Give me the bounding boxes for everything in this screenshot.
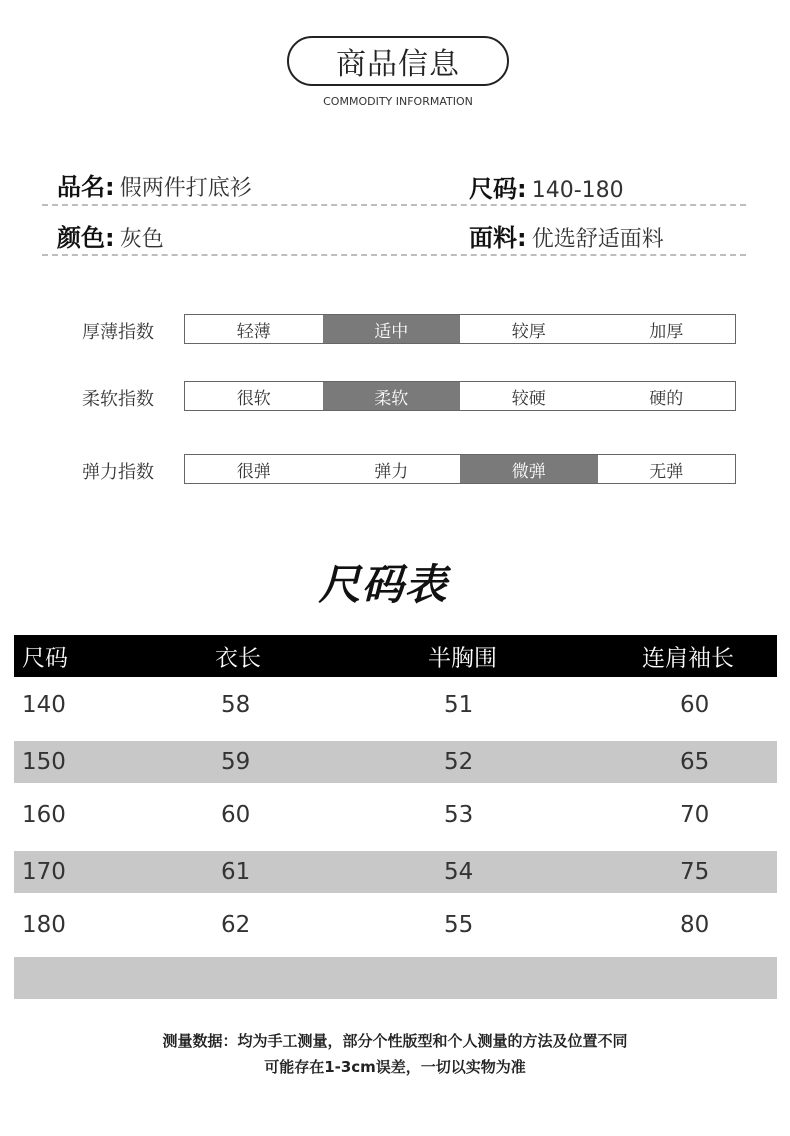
table-cell: 65 bbox=[680, 749, 710, 775]
product-fabric-value: 优选舒适面料 bbox=[531, 227, 664, 252]
scale-option: 较厚 bbox=[511, 321, 546, 342]
thickness-index-label: 厚薄指数 bbox=[82, 322, 154, 343]
table-cell: 75 bbox=[680, 859, 710, 885]
measurement-note-line2: 可能存在1-3cm误差，一切以实物为准 bbox=[264, 1058, 526, 1076]
table-cell: 59 bbox=[221, 749, 251, 775]
scale-option: 很软 bbox=[236, 388, 271, 409]
scale-option: 很弹 bbox=[236, 461, 271, 482]
table-row bbox=[14, 794, 777, 836]
scale-option: 无弹 bbox=[649, 461, 684, 482]
table-cell: 60 bbox=[680, 692, 710, 718]
scale-option: 弹力 bbox=[374, 461, 409, 482]
header-cell-half-chest: 半胸围 bbox=[428, 645, 497, 672]
section-title bbox=[287, 36, 509, 86]
measurement-note-line1: 测量数据：均为手工测量，部分个性版型和个人测量的方法及位置不同 bbox=[162, 1032, 628, 1050]
product-fabric-label: 面料: bbox=[469, 224, 527, 252]
scale-option: 硬的 bbox=[649, 388, 684, 409]
header-cell-length: 衣长 bbox=[215, 645, 261, 672]
table-row bbox=[14, 851, 777, 893]
table-cell: 55 bbox=[444, 912, 474, 938]
product-size-label: 尺码: bbox=[469, 175, 527, 203]
section-subtitle: COMMODITY INFORMATION bbox=[323, 95, 473, 108]
table-cell: 170 bbox=[22, 859, 66, 885]
section-title-text: 商品信息 bbox=[336, 47, 460, 82]
table-cell: 54 bbox=[444, 859, 474, 885]
thickness-index-scale bbox=[184, 314, 736, 344]
table-cell: 80 bbox=[680, 912, 710, 938]
table-cell: 53 bbox=[444, 802, 474, 828]
header-cell-size: 尺码 bbox=[22, 645, 68, 672]
table-row-empty bbox=[14, 957, 777, 999]
header-cell-sleeve: 连肩袖长 bbox=[642, 645, 734, 672]
table-cell: 51 bbox=[444, 692, 474, 718]
divider bbox=[42, 254, 746, 256]
product-fabric bbox=[469, 218, 664, 253]
table-cell: 62 bbox=[221, 912, 251, 938]
product-color-value: 灰色 bbox=[119, 227, 164, 252]
size-table-header bbox=[14, 635, 777, 677]
divider bbox=[42, 204, 746, 206]
table-row bbox=[14, 684, 777, 726]
size-chart-title: 尺码表 bbox=[318, 560, 448, 609]
elasticity-index-label: 弹力指数 bbox=[82, 462, 154, 483]
table-row bbox=[14, 904, 777, 946]
table-cell: 140 bbox=[22, 692, 66, 718]
softness-index-label: 柔软指数 bbox=[82, 389, 154, 410]
table-cell: 160 bbox=[22, 802, 66, 828]
product-size bbox=[469, 169, 624, 204]
table-cell: 70 bbox=[680, 802, 710, 828]
table-cell: 58 bbox=[221, 692, 251, 718]
scale-option: 加厚 bbox=[649, 321, 684, 342]
product-name-value: 假两件打底衫 bbox=[119, 176, 252, 201]
elasticity-index-scale bbox=[184, 454, 736, 484]
table-cell: 150 bbox=[22, 749, 66, 775]
table-row bbox=[14, 741, 777, 783]
table-cell: 52 bbox=[444, 749, 474, 775]
product-name bbox=[57, 167, 252, 202]
table-cell: 60 bbox=[221, 802, 251, 828]
product-color bbox=[57, 218, 164, 253]
scale-option: 较硬 bbox=[511, 388, 546, 409]
softness-index-scale bbox=[184, 381, 736, 411]
product-size-value: 140-180 bbox=[531, 178, 624, 203]
product-color-label: 颜色: bbox=[57, 224, 115, 252]
scale-option: 微弹 bbox=[460, 455, 598, 483]
table-cell: 61 bbox=[221, 859, 251, 885]
product-name-label: 品名: bbox=[57, 173, 115, 201]
scale-option: 适中 bbox=[323, 315, 461, 343]
scale-option: 柔软 bbox=[323, 382, 461, 410]
scale-option: 轻薄 bbox=[236, 321, 271, 342]
table-cell: 180 bbox=[22, 912, 66, 938]
